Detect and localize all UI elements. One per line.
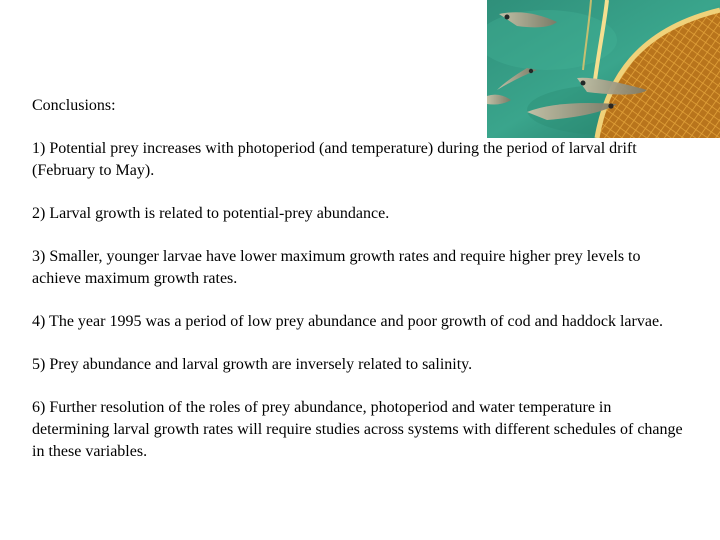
conclusion-item-3: 3) Smaller, younger larvae have lower maximum growth rates and require higher prey levels to achieve maximum growth rates. <box>32 248 641 287</box>
conclusions-text <box>32 95 687 463</box>
conclusion-item-4: 4) The year 1995 was a period of low prey abundance and poor growth of cod and haddock larvae. <box>32 313 664 330</box>
conclusion-item-5: 5) Prey abundance and larval growth are inversely related to salinity. <box>32 356 473 373</box>
conclusions-heading: Conclusions: <box>32 97 116 114</box>
conclusion-item-2: 2) Larval growth is related to potential-prey abundance. <box>32 205 390 222</box>
conclusion-item-6: 6) Further resolution of the roles of prey abundance, photoperiod and water temperature in determining larval growth rates will require studies across systems with different schedules of change in these variables. <box>32 399 683 460</box>
conclusion-item-1: 1) Potential prey increases with photoperiod (and temperature) during the period of larval drift (February to May). <box>32 140 637 179</box>
